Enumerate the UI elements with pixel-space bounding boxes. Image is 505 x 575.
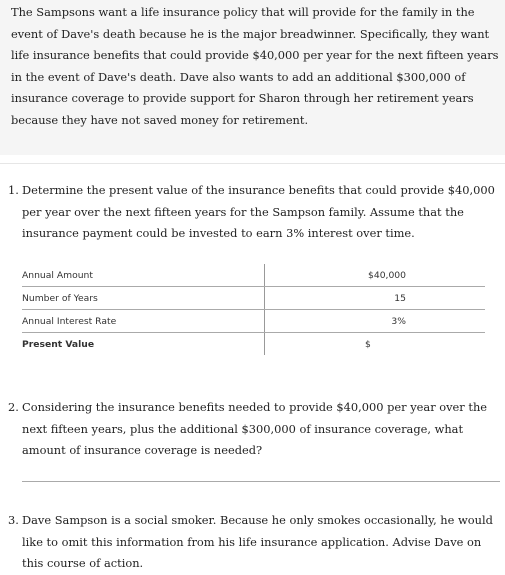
question-number: 3. <box>8 513 19 527</box>
question-2 <box>0 397 505 462</box>
row-label: Number of Years <box>22 287 265 310</box>
question-text: Considering the insurance benefits needed to provide $40,000 per year over the next fifteen years, plus the additional $300,000 of insurance coverage, what amount of insurance coverage is needed? <box>22 400 488 458</box>
row-label: Annual Amount <box>22 264 265 287</box>
table-row <box>22 333 485 356</box>
scenario-text: The Sampsons want a life insurance policy that will provide for the family in the event of Dave's death because he is the major breadwinner. Specifically, they want life insurance benefits that could provide $40,000 per year for the next fifteen years in the event of Dave's death. Dave also wants to add an additional $300,000 of insurance coverage to provide support for Sharon through her retirement years because they have not saved money for retirement. <box>11 5 499 127</box>
question-3 <box>0 510 505 575</box>
row-label: Annual Interest Rate <box>22 310 265 333</box>
question-1 <box>0 180 505 245</box>
row-value[interactable]: 3% <box>265 310 486 333</box>
section-divider <box>0 163 505 164</box>
table-row <box>22 287 485 310</box>
question-text: Determine the present value of the insurance benefits that could provide $40,000 per year over the next fifteen years for the Sampson family. Assume that the insurance payment could be invested to earn 3% interest over time. <box>22 183 495 241</box>
question-number: 1. <box>8 183 19 197</box>
present-value-input[interactable]: $ <box>365 338 371 350</box>
table-row <box>22 310 485 333</box>
row-value[interactable]: 15 <box>265 287 486 310</box>
question-text: Dave Sampson is a social smoker. Because he only smokes occasionally, he would like to omit this information from his life insurance application. Advise Dave on this course of action. <box>22 513 493 571</box>
question-number: 2. <box>8 400 19 414</box>
present-value-table <box>22 264 485 355</box>
scenario-paragraph <box>0 0 505 155</box>
row-label: Present Value <box>22 333 265 356</box>
answer-line[interactable] <box>22 481 500 482</box>
table-row <box>22 264 485 287</box>
row-value[interactable]: $40,000 <box>265 264 486 287</box>
